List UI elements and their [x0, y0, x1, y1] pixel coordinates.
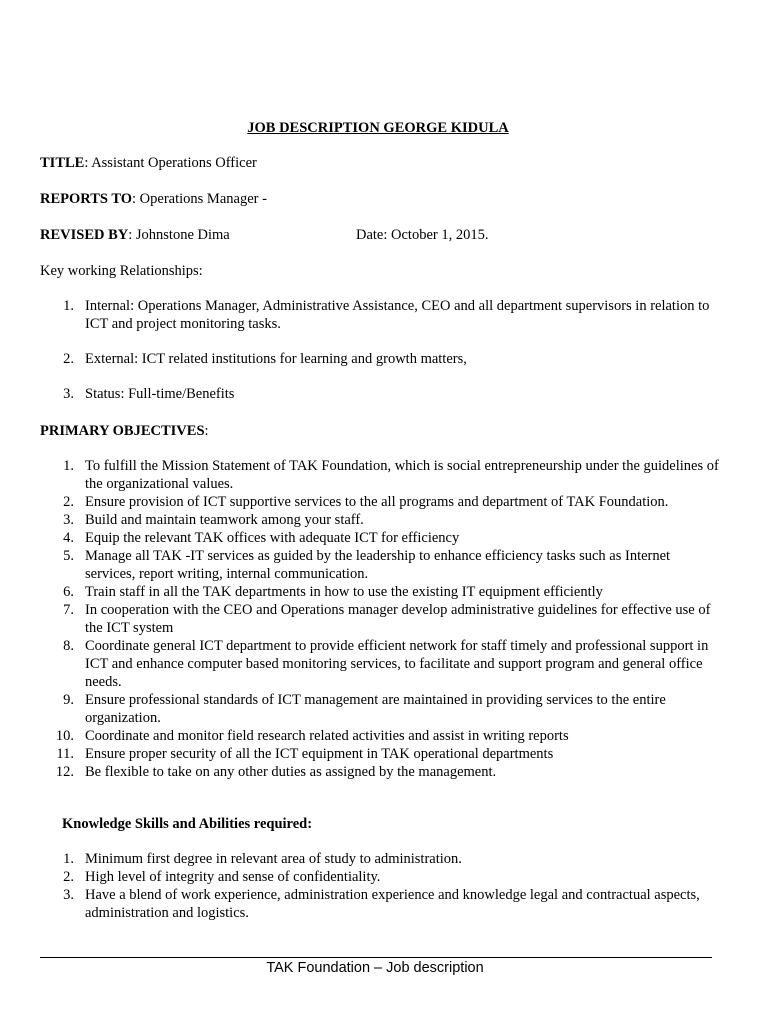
list-number: 1.	[63, 298, 74, 314]
revised-by-field	[40, 226, 230, 244]
list-item	[40, 868, 720, 886]
list-number: 10.	[55, 728, 74, 744]
list-text: Be flexible to take on any other duties as assigned by the management.	[85, 764, 497, 780]
list-number: 2.	[63, 351, 74, 367]
list-text: To fulfill the Mission Statement of TAK Foundation, which is social entrepreneurship under the guidelines of the organizational values.	[85, 458, 719, 492]
list-number: 12.	[55, 764, 74, 780]
list-item	[40, 886, 720, 922]
objectives-heading	[40, 422, 209, 440]
reports-to-field	[40, 190, 267, 208]
list-text: Internal: Operations Manager, Administrative Assistance, CEO and all department supervisors in relation to ICT and project monitoring tasks.	[85, 298, 710, 332]
list-item	[40, 297, 720, 333]
list-text: Ensure provision of ICT supportive services to the all programs and department of TAK Foundation.	[85, 494, 669, 510]
reports-to-value: : Operations Manager -	[132, 191, 267, 207]
title-field	[40, 154, 257, 172]
list-number: 2.	[63, 494, 74, 510]
list-item	[40, 850, 720, 868]
list-text: Coordinate and monitor field research related activities and assist in writing reports	[85, 728, 569, 744]
list-number: 2.	[63, 869, 74, 885]
list-item	[40, 350, 720, 368]
list-text: Equip the relevant TAK offices with adequate ICT for efficiency	[85, 530, 460, 546]
document-title: JOB DESCRIPTION GEORGE KIDULA	[247, 120, 509, 136]
title-value: : Assistant Operations Officer	[84, 155, 257, 171]
page-footer: TAK Foundation – Job description	[266, 960, 484, 976]
list-text: Build and maintain teamwork among your staff.	[85, 512, 364, 528]
list-number: 5.	[63, 548, 74, 564]
list-item	[40, 385, 720, 403]
revision-date: Date: October 1, 2015.	[356, 227, 489, 243]
skills-heading: Knowledge Skills and Abilities required:	[62, 816, 313, 832]
list-item	[40, 745, 720, 763]
relationships-heading: Key working Relationships:	[40, 263, 203, 279]
objectives-label: PRIMARY OBJECTIVES	[40, 423, 205, 439]
list-text: Coordinate general ICT department to provide efficient network for staff timely and professional support in ICT and enhance computer based monitoring services, to facilitate and support program and general office needs.	[85, 638, 709, 690]
list-item	[40, 637, 720, 691]
list-text: In cooperation with the CEO and Operations manager develop administrative guidelines for effective use of the ICT system	[85, 602, 711, 636]
objectives-suffix: :	[204, 423, 209, 439]
list-text: Status: Full-time/Benefits	[85, 386, 235, 402]
list-text: Have a blend of work experience, administration experience and knowledge legal and contractual aspects, administration and logistics.	[85, 887, 700, 921]
list-item	[40, 529, 720, 547]
list-item	[40, 727, 720, 745]
list-number: 7.	[63, 602, 74, 618]
list-text: Train staff in all the TAK departments in how to use the existing IT equipment efficiently	[85, 584, 603, 600]
list-item	[40, 691, 720, 727]
list-number: 11.	[56, 746, 74, 762]
list-item	[40, 511, 720, 529]
list-number: 9.	[63, 692, 74, 708]
footer-divider	[40, 957, 712, 958]
skills-list	[40, 850, 720, 922]
list-text: External: ICT related institutions for learning and growth matters,	[85, 351, 467, 367]
list-item	[40, 601, 720, 637]
list-text: Minimum first degree in relevant area of study to administration.	[85, 851, 462, 867]
list-text: Ensure proper security of all the ICT equipment in TAK operational departments	[85, 746, 554, 762]
list-item	[40, 493, 720, 511]
relationships-list	[40, 297, 720, 420]
list-text: Ensure professional standards of ICT management are maintained in providing services to the entire organization.	[85, 692, 666, 726]
reports-to-label: REPORTS TO	[40, 191, 133, 207]
list-number: 4.	[63, 530, 74, 546]
list-number: 3.	[63, 887, 74, 903]
list-item	[40, 583, 720, 601]
list-number: 1.	[63, 458, 74, 474]
list-item	[40, 763, 720, 781]
list-number: 1.	[63, 851, 74, 867]
list-number: 6.	[63, 584, 74, 600]
list-item	[40, 547, 720, 583]
list-text: Manage all TAK -IT services as guided by the leadership to enhance efficiency tasks such as Internet services, report writing, internal communication.	[85, 548, 671, 582]
list-number: 3.	[63, 512, 74, 528]
objectives-list	[40, 457, 720, 781]
revised-by-label: REVISED BY	[40, 227, 129, 243]
list-item	[40, 457, 720, 493]
list-number: 3.	[63, 386, 74, 402]
list-text: High level of integrity and sense of confidentiality.	[85, 869, 381, 885]
title-label: TITLE	[40, 155, 85, 171]
list-number: 8.	[63, 638, 74, 654]
revised-by-value: : Johnstone Dima	[128, 227, 230, 243]
